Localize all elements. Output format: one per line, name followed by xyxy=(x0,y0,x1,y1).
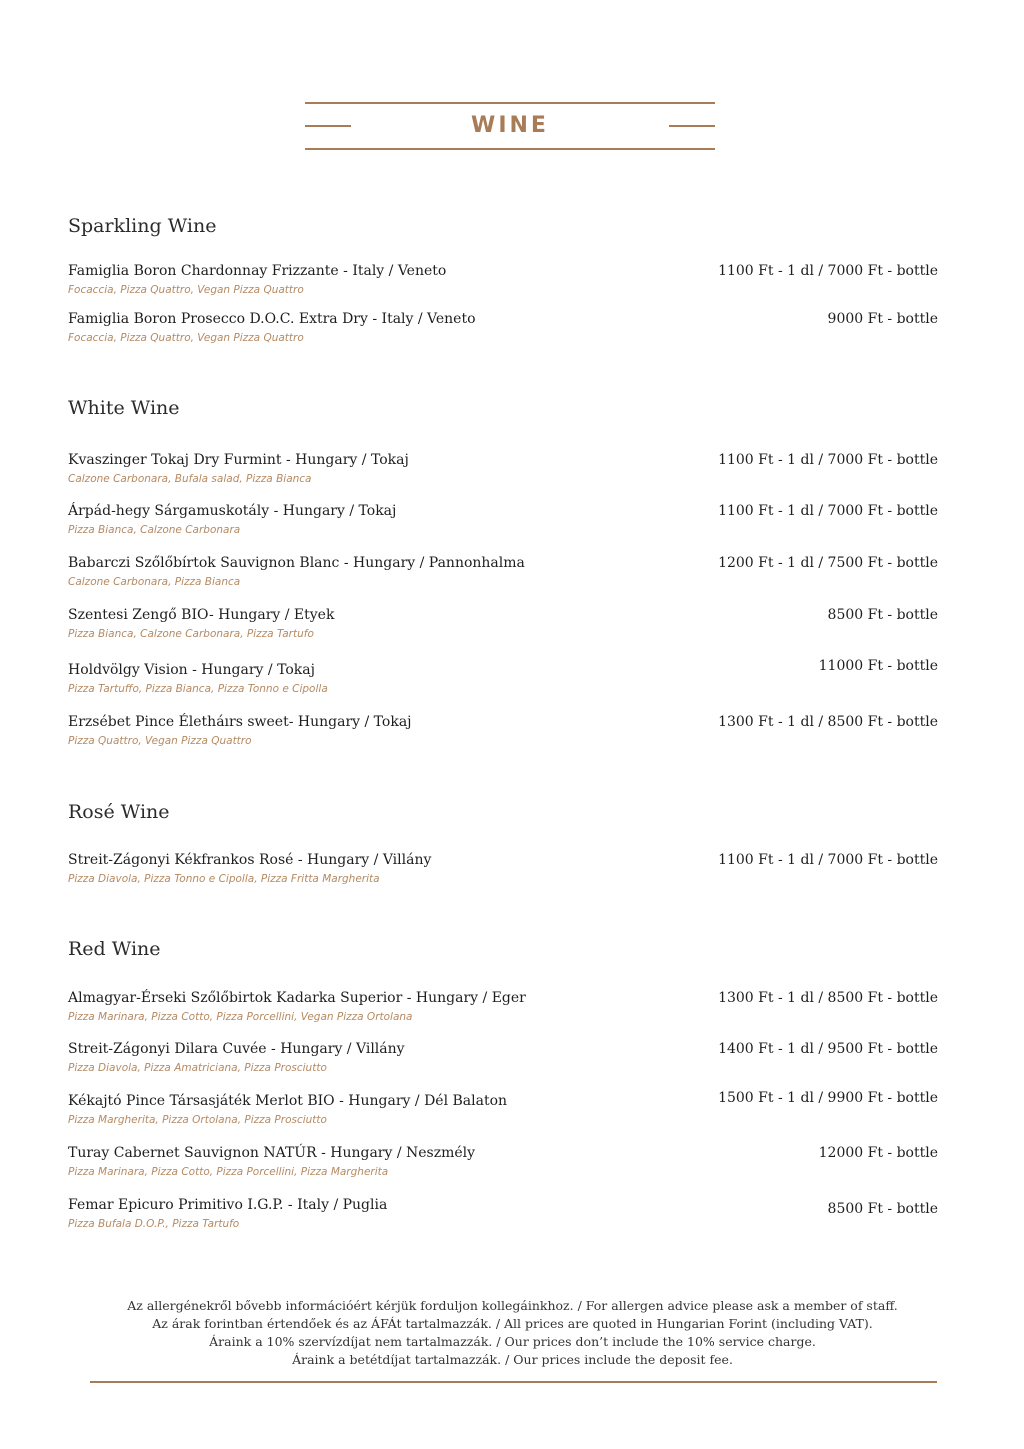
wine-name: Almagyar-Érseki Szőlőbirtok Kadarka Superior - Hungary / Eger xyxy=(68,990,526,1006)
footer-line-allergen: Az allergénekről bővebb információért kérjük forduljon kollegáinkhoz. / For allergen advice please ask a member of staff. xyxy=(127,1298,898,1313)
footer-line-vat: Az árak forintban értendőek és az ÁFÁt tartalmazzák. / All prices are quoted in Hungarian Forint (including VAT). xyxy=(152,1316,873,1331)
footer-notes xyxy=(90,1297,935,1369)
wine-item xyxy=(68,263,938,296)
page-title: WINE xyxy=(471,113,549,138)
header-rule-bottom xyxy=(305,148,715,150)
wine-item xyxy=(68,311,938,344)
footer-rule xyxy=(90,1381,937,1383)
wine-item xyxy=(68,990,938,1023)
wine-item xyxy=(68,1090,938,1126)
header-dash-right xyxy=(669,125,715,127)
wine-price: 1400 Ft - 1 dl / 9500 Ft - bottle xyxy=(718,1041,938,1057)
wine-price: 1100 Ft - 1 dl / 7000 Ft - bottle xyxy=(718,503,938,519)
wine-price: 1300 Ft - 1 dl / 8500 Ft - bottle xyxy=(718,990,938,1006)
wine-name: Kvaszinger Tokaj Dry Furmint - Hungary / Tokaj xyxy=(68,452,409,468)
footer-line-service: Áraink a 10% szervízdíjat nem tartalmazzák. / Our prices don’t include the 10% service charge. xyxy=(209,1334,816,1349)
wine-name: Kékajtó Pince Társasjáték Merlot BIO - Hungary / Dél Balaton xyxy=(68,1093,508,1109)
wine-price: 1100 Ft - 1 dl / 7000 Ft - bottle xyxy=(718,263,938,279)
wine-name: Femar Epicuro Primitivo I.G.P. - Italy / Puglia xyxy=(68,1197,388,1213)
wine-price: 9000 Ft - bottle xyxy=(827,311,938,327)
wine-pairing: Pizza Diavola, Pizza Amatriciana, Pizza Prosciutto xyxy=(68,1062,327,1074)
wine-item xyxy=(68,1041,938,1074)
wine-name: Holdvölgy Vision - Hungary / Tokaj xyxy=(68,662,315,678)
wine-item xyxy=(68,503,938,536)
wine-name: Szentesi Zengő BIO- Hungary / Etyek xyxy=(68,607,335,623)
wine-name: Streit-Zágonyi Dilara Cuvée - Hungary / Villány xyxy=(68,1041,405,1057)
wine-item xyxy=(68,1197,938,1230)
wine-name: Árpád-hegy Sárgamuskotály - Hungary / Tokaj xyxy=(68,503,397,519)
wine-item xyxy=(68,607,938,640)
section-title-rose: Rosé Wine xyxy=(68,801,170,823)
wine-price: 1100 Ft - 1 dl / 7000 Ft - bottle xyxy=(718,852,938,868)
wine-pairing: Pizza Quattro, Vegan Pizza Quattro xyxy=(68,735,252,747)
wine-pairing: Pizza Marinara, Pizza Cotto, Pizza Porcellini, Vegan Pizza Ortolana xyxy=(68,1011,413,1023)
wine-name: Erzsébet Pince Életháırs sweet- Hungary / Tokaj xyxy=(68,714,412,730)
wine-name: Streit-Zágonyi Kékfrankos Rosé - Hungary / Villány xyxy=(68,852,432,868)
wine-pairing: Calzone Carbonara, Pizza Bianca xyxy=(68,576,241,588)
wine-pairing: Calzone Carbonara, Bufala salad, Pizza Bianca xyxy=(68,473,312,485)
wine-price: 1200 Ft - 1 dl / 7500 Ft - bottle xyxy=(718,555,938,571)
wine-pairing: Focaccia, Pizza Quattro, Vegan Pizza Quattro xyxy=(68,284,304,296)
wine-pairing: Pizza Bianca, Calzone Carbonara xyxy=(68,524,241,536)
footer-line-deposit: Áraink a betétdíjat tartalmazzák. / Our prices include the deposit fee. xyxy=(292,1352,733,1367)
wine-pairing: Pizza Marinara, Pizza Cotto, Pizza Porcellini, Pizza Margherita xyxy=(68,1166,389,1178)
wine-price: 8500 Ft - bottle xyxy=(827,1201,938,1217)
wine-price: 1100 Ft - 1 dl / 7000 Ft - bottle xyxy=(718,452,938,468)
header-rule-top xyxy=(305,102,715,104)
wine-pairing: Focaccia, Pizza Quattro, Vegan Pizza Quattro xyxy=(68,332,304,344)
wine-price: 12000 Ft - bottle xyxy=(818,1145,938,1161)
wine-pairing: Pizza Margherita, Pizza Ortolana, Pizza Prosciutto xyxy=(68,1114,327,1126)
wine-name: Babarczi Szőlőbírtok Sauvignon Blanc - Hungary / Pannonhalma xyxy=(68,555,525,571)
wine-item xyxy=(68,714,938,747)
wine-item xyxy=(68,1145,938,1178)
wine-price: 1300 Ft - 1 dl / 8500 Ft - bottle xyxy=(718,714,938,730)
section-title-sparkling: Sparkling Wine xyxy=(68,215,217,237)
wine-price: 11000 Ft - bottle xyxy=(818,658,938,674)
wine-pairing: Pizza Bianca, Calzone Carbonara, Pizza Tartufo xyxy=(68,628,314,640)
wine-pairing: Pizza Tartuffo, Pizza Bianca, Pizza Tonno e Cipolla xyxy=(68,683,328,695)
wine-item xyxy=(68,852,938,885)
menu-header xyxy=(305,100,715,152)
section-title-white: White Wine xyxy=(68,397,180,419)
wine-price: 1500 Ft - 1 dl / 9900 Ft - bottle xyxy=(718,1090,938,1106)
wine-pairing: Pizza Diavola, Pizza Tonno e Cipolla, Pizza Fritta Margherita xyxy=(68,873,380,885)
wine-name: Famiglia Boron Prosecco D.O.C. Extra Dry - Italy / Veneto xyxy=(68,311,476,327)
wine-item xyxy=(68,555,938,588)
wine-price: 8500 Ft - bottle xyxy=(827,607,938,623)
wine-item xyxy=(68,658,938,695)
wine-item xyxy=(68,452,938,485)
wine-name: Famiglia Boron Chardonnay Frizzante - Italy / Veneto xyxy=(68,263,447,279)
wine-name: Turay Cabernet Sauvignon NATÚR - Hungary / Neszmély xyxy=(68,1145,476,1161)
wine-pairing: Pizza Bufala D.O.P., Pizza Tartufo xyxy=(68,1218,240,1230)
section-title-red: Red Wine xyxy=(68,938,161,960)
